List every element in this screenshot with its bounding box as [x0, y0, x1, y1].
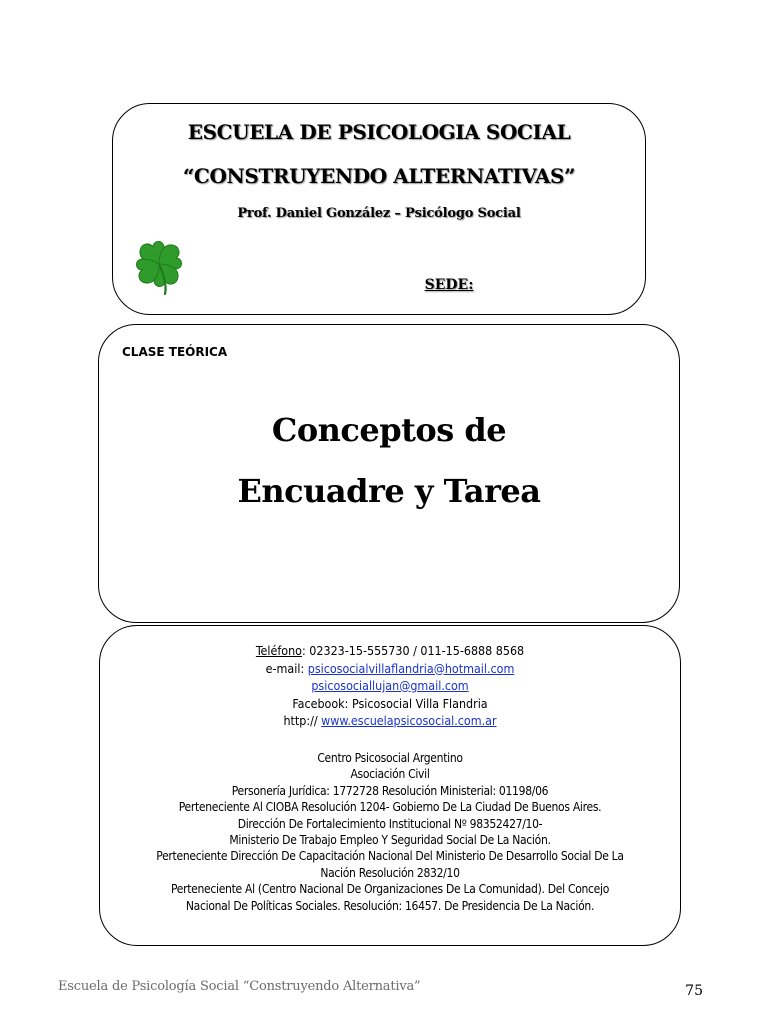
sede-label: SEDE:: [424, 277, 474, 293]
legal-line: Personería Jurídica: 1772728 Resolución Ministerial: 01198/06: [231, 783, 549, 798]
email-link-1[interactable]: psicosocialvillaflandria@hotmail.com: [307, 660, 515, 676]
legal-line: Centro Psicosocial Argentino: [317, 751, 463, 765]
professor-name: Prof. Daniel González – Psicólogo Social: [237, 206, 521, 221]
phone-value: : 02323-15-555730 / 011-15-6888 8568: [302, 643, 525, 658]
class-box: [98, 324, 680, 623]
legal-line: Nación Resolución 2832/10: [320, 865, 460, 880]
contact-box: [99, 625, 681, 946]
email-label: e-mail:: [265, 660, 308, 676]
page-number: 75: [685, 983, 703, 999]
phone-row: [100, 642, 680, 660]
lesson-title-line-1: Conceptos de: [271, 411, 507, 449]
school-subtitle: “CONSTRUYENDO ALTERNATIVAS”: [182, 164, 576, 188]
legal-line: Asociación Civil: [350, 767, 430, 782]
contact-info: [100, 642, 680, 730]
header-box: [112, 103, 646, 315]
four-leaf-clover-icon: [131, 236, 187, 296]
email-link-2[interactable]: psicosociallujan@gmail.com: [311, 678, 469, 693]
legal-line: Nacional De Políticas Sociales. Resolución: 16457. De Presidencia De La Nación.: [185, 898, 595, 913]
class-type-label: CLASE TEÓRICA: [122, 345, 228, 359]
school-name: ESCUELA DE PSICOLOGIA SOCIAL: [187, 120, 571, 144]
legal-info: [110, 750, 670, 914]
website-link[interactable]: www.escuelapsicosocial.com.ar: [321, 713, 497, 728]
legal-line: Dirección De Fortalecimiento Institucional Nº 98352427/10-: [237, 816, 543, 831]
page-footer: Escuela de Psicología Social “Construyendo Alternativa”: [58, 979, 421, 994]
legal-line: Perteneciente Dirección De Capacitación Nacional Del Ministerio De Desarrollo Social De La: [156, 849, 624, 864]
phone-label: Teléfono: [255, 643, 303, 658]
legal-line: Perteneciente Al (Centro Nacional De Organizaciones De La Comunidad). Del Concejo: [170, 882, 610, 897]
legal-line: Ministerio De Trabajo Empleo Y Seguridad Social De La Nación.: [229, 833, 551, 848]
website-row: [100, 712, 680, 730]
facebook-text: Facebook: Psicosocial Villa Flandria: [292, 695, 488, 711]
website-prefix: http://: [283, 713, 322, 728]
email-row: [100, 660, 680, 678]
email-row-2: [100, 677, 680, 695]
lesson-title-line-2: Encuadre y Tarea: [237, 472, 541, 510]
legal-line: Perteneciente Al CIOBA Resolución 1204- Gobierno De La Ciudad De Buenos Aires.: [178, 800, 602, 815]
